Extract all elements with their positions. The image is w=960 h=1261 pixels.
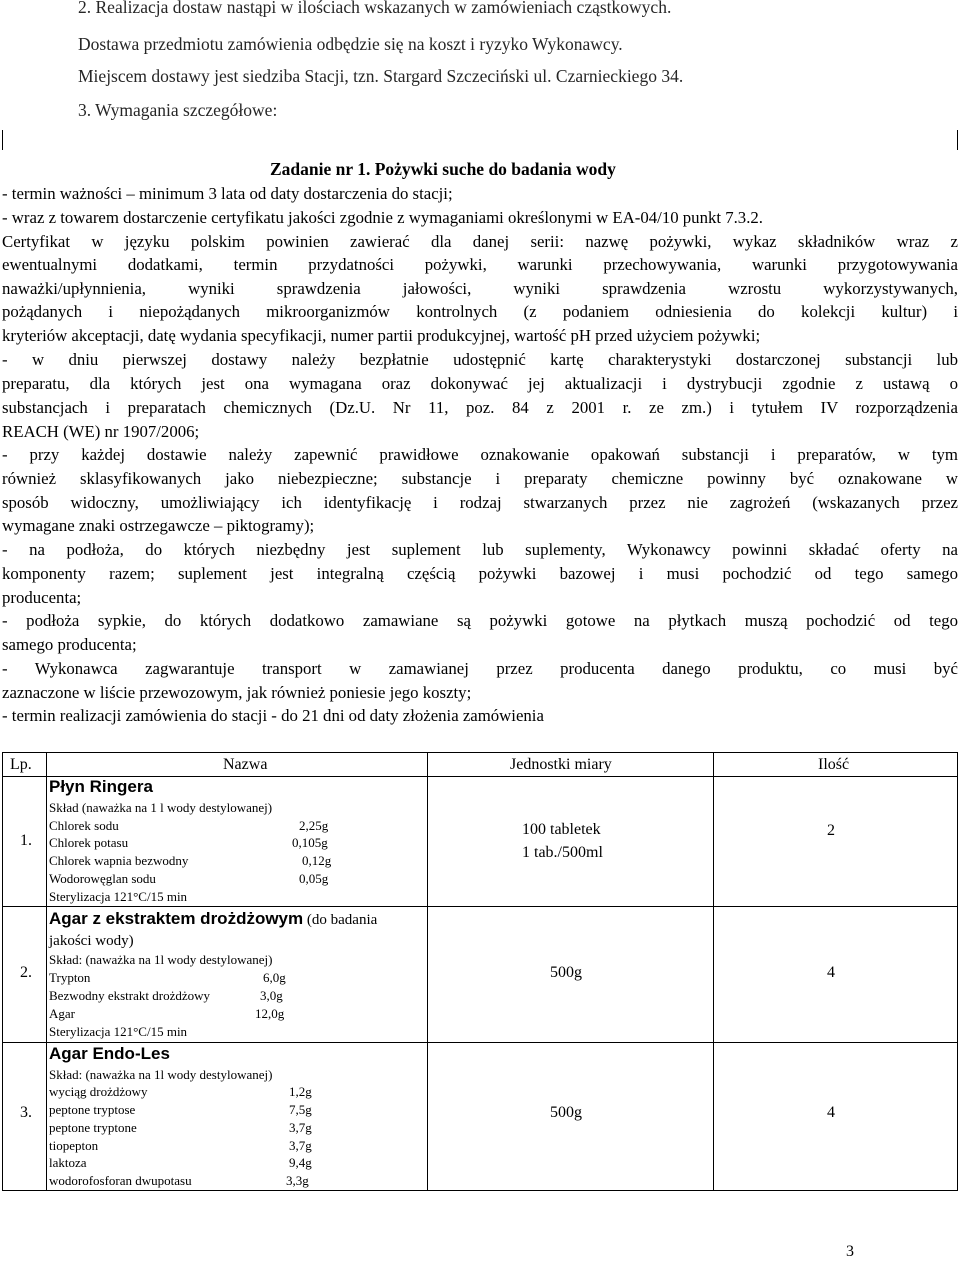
- table-rule: [2, 1190, 958, 1191]
- requirement-line: - w dniu pierwszej dostawy należy bezpłatnie udostępnić kartę charakterystyki dostarczonej substancji lub: [2, 350, 958, 369]
- table-rule: [2, 752, 958, 753]
- item-name: [49, 909, 377, 929]
- sterilization-note: Sterylizacja 121°C/15 min: [49, 1024, 188, 1039]
- ingredient-amount: 6,0g: [263, 970, 286, 985]
- requirement-line: - podłoża sypkie, do których dodatkowo zamawiane są pożywki gotowe na płytkach muszą pochodzić od tego: [2, 611, 958, 630]
- requirement-line: samego producenta;: [2, 635, 137, 654]
- table-rule: [713, 752, 714, 1191]
- requirement-line: - wraz z towarem dostarczenie certyfikatu jakości zgodnie z wymaganiami określonymi w EA-04/10 punkt 7.3.2.: [2, 208, 763, 227]
- col-header-qty: Ilość: [818, 756, 850, 773]
- section-box-left-border: [2, 130, 3, 150]
- ingredient-name: Agar: [49, 1006, 75, 1021]
- ingredient-amount: 3,7g: [289, 1138, 312, 1153]
- unit-of-measure: 100 tabletek: [522, 821, 601, 838]
- requirement-line: Certyfikat w języku polskim powinien zawierać dla danej serii: nazwę pożywki, wykaz składników wraz z: [2, 232, 958, 251]
- requirement-line: - przy każdej dostawie należy zapewnić prawidłowe oznakowanie opakowań substancji i preparatów, w tym: [2, 445, 958, 464]
- requirement-line: - Wykonawca zagwarantuje transport w zamawianej przez producenta danego produktu, co musi być: [2, 659, 958, 678]
- ingredient-name: Chlorek sodu: [49, 818, 119, 833]
- section-box-right-border: [957, 130, 958, 150]
- requirement-line: substancjach i preparatach chemicznych (Dz.U. Nr 11, poz. 84 z 2001 r. ze zm.) i tytułem IV rozporządzenia: [2, 398, 958, 417]
- item-composition-heading: Skład (naważka na 1 l wody destylowanej): [49, 800, 273, 815]
- item-name-note: (do badania: [303, 912, 378, 928]
- requirement-line: pożądanych i niepożądanych mikroorganizmów kontrolnych (z podaniem odniesienia do kolekcji kultur) i: [2, 302, 958, 321]
- item-name: Agar Endo-Les: [49, 1044, 170, 1063]
- requirement-line: - termin realizacji zamówienia do stacji - do 21 dni od daty złożenia zamówienia: [2, 706, 544, 725]
- requirement-line: - na podłoża, do których niezbędny jest suplement lub suplementy, Wykonawcy powinni składać oferty na: [2, 540, 958, 559]
- ingredient-name: Trypton: [49, 970, 91, 985]
- page-number: 3: [846, 1243, 854, 1260]
- quantity: 4: [827, 964, 835, 981]
- table-rule: [2, 752, 3, 1191]
- ingredient-name: Chlorek wapnia bezwodny: [49, 853, 189, 868]
- top-line-2: Dostawa przedmiotu zamówienia odbędzie się na koszt i ryzyko Wykonawcy.: [78, 34, 623, 54]
- unit-of-measure: 500g: [550, 964, 582, 981]
- ingredient-amount: 3,7g: [289, 1120, 312, 1135]
- ingredient-name: Wodorowęglan sodu: [49, 871, 156, 886]
- row-number: 1.: [20, 832, 32, 849]
- table-rule: [427, 752, 428, 1191]
- requirement-line: również sklasyfikowanych jako niebezpieczne; substancje i preparaty chemiczne powinny być oznakowane w: [2, 469, 958, 488]
- requirement-line: zaznaczone w liście przewozowym, jak również poniesie jego koszty;: [2, 683, 472, 702]
- row-number: 3.: [20, 1104, 32, 1121]
- table-rule: [957, 752, 958, 1191]
- requirement-line: producenta;: [2, 588, 82, 607]
- requirement-line: naważki/upłynnienia, wyniki sprawdzenia jałowości, wyniki sprawdzenia wzrostu wykorzystywanych,: [2, 279, 958, 298]
- requirement-line: ewentualnymi dodatkami, termin przydatności pożywki, warunki przechowywania, warunki przygotowywania: [2, 255, 958, 274]
- ingredient-amount: 3,0g: [260, 988, 283, 1003]
- top-line-1: 2. Realizacja dostaw nastąpi w ilościach wskazanych w zamówieniach cząstkowych.: [78, 0, 672, 17]
- ingredient-name: wyciąg drożdżowy: [49, 1084, 148, 1099]
- top-line-3: Miejscem dostawy jest siedziba Stacji, tzn. Stargard Szczeciński ul. Czarnieckiego 34.: [78, 66, 684, 86]
- table-rule: [46, 752, 47, 1191]
- ingredient-name: Chlorek potasu: [49, 835, 129, 850]
- quantity: 2: [827, 822, 835, 839]
- items-table: [2, 752, 958, 1191]
- sterilization-note: Sterylizacja 121°C/15 min: [49, 889, 188, 904]
- table-rule: [2, 1042, 958, 1043]
- ingredient-name: laktoza: [49, 1155, 87, 1170]
- col-header-lp: Lp.: [10, 756, 32, 773]
- requirement-line: - termin ważności – minimum 3 lata od daty dostarczenia do stacji;: [2, 184, 453, 203]
- ingredient-amount: 0,12g: [302, 853, 332, 868]
- requirement-line: wymagane znaki ostrzegawcze – piktogramy);: [2, 516, 315, 535]
- table-rule: [2, 906, 958, 907]
- requirement-line: kryteriów akceptacji, datę wydania specyfikacji, numer partii produkcyjnej, wartość pH przed użyciem pożywki;: [2, 326, 761, 345]
- ingredient-amount: 0,105g: [292, 835, 328, 850]
- unit-of-measure: 1 tab./500ml: [522, 844, 603, 861]
- ingredient-name: Bezwodny ekstrakt drożdżowy: [49, 988, 211, 1003]
- requirement-line: komponenty razem; suplement jest integralną częścią pożywki bazowej i musi pochodzić od tego samego: [2, 564, 958, 583]
- item-composition-heading: Skład: (naważka na 1l wody destylowanej): [49, 1067, 273, 1082]
- unit-of-measure: 500g: [550, 1104, 582, 1121]
- requirement-line: sposób widoczny, umożliwiający ich identyfikację i rodzaj stwarzanych przez nie zagrożeń (wskazanych przez: [2, 493, 958, 512]
- requirement-line: REACH (WE) nr 1907/2006;: [2, 422, 200, 441]
- section-heading: 3. Wymagania szczegółowe:: [78, 100, 278, 120]
- quantity: 4: [827, 1104, 835, 1121]
- col-header-unit: Jednostki miary: [510, 756, 612, 773]
- task-title: Zadanie nr 1. Pożywki suche do badania wody: [270, 159, 616, 179]
- ingredient-name: wodorofosforan dwupotasu: [49, 1173, 192, 1188]
- requirement-line: preparatu, dla których jest ona wymagana oraz dokonywać jej aktualizacji i dystrybucji zgodnie z ustawą o: [2, 374, 958, 393]
- ingredient-name: tiopepton: [49, 1138, 99, 1153]
- col-header-name: Nazwa: [223, 756, 268, 773]
- ingredient-amount: 1,2g: [289, 1084, 312, 1099]
- ingredient-amount: 7,5g: [289, 1102, 312, 1117]
- item-name-continued: jakości wody): [49, 933, 134, 949]
- ingredient-name: peptone tryptone: [49, 1120, 137, 1135]
- ingredient-name: peptone tryptose: [49, 1102, 136, 1117]
- ingredient-amount: 12,0g: [255, 1006, 285, 1021]
- row-number: 2.: [20, 964, 32, 981]
- item-composition-heading: Skład: (naważka na 1l wody destylowanej): [49, 952, 273, 967]
- ingredient-amount: 9,4g: [289, 1155, 312, 1170]
- item-name: Płyn Ringera: [49, 777, 153, 796]
- ingredient-amount: 3,3g: [286, 1173, 309, 1188]
- item-name-bold: Agar z ekstraktem drożdżowym: [49, 909, 304, 928]
- ingredient-amount: 0,05g: [299, 871, 329, 886]
- ingredient-amount: 2,25g: [299, 818, 329, 833]
